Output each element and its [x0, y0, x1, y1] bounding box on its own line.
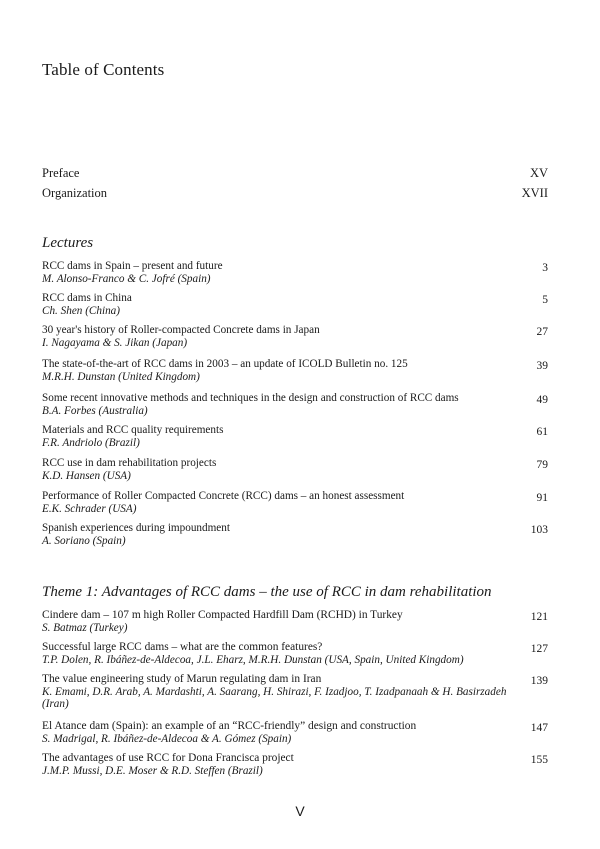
entry-title: Spanish experiences during impoundment [42, 522, 230, 534]
toc-entry [42, 424, 548, 449]
page-number: 147 [530, 722, 548, 734]
entry-authors: S. Madrigal, R. Ibáñez-de-Aldecoa & A. Gómez (Spain) [42, 732, 292, 745]
toc-entry [42, 457, 548, 482]
entry-title: 30 year's history of Roller-compacted Concrete dams in Japan [42, 324, 320, 336]
entry-authors: M. Alonso-Franco & C. Jofré (Spain) [42, 272, 211, 285]
toc-entry [42, 324, 548, 349]
entry-title: RCC dams in China [42, 292, 132, 304]
entry-title: Performance of Roller Compacted Concrete (RCC) dams – an honest assessment [42, 490, 405, 502]
toc-entry [42, 641, 548, 666]
entry-authors: A. Soriano (Spain) [42, 534, 126, 547]
entry-authors: J.M.P. Mussi, D.E. Moser & R.D. Steffen (Brazil) [42, 764, 263, 777]
entry-title: The advantages of use RCC for Dona Francisca project [42, 752, 294, 764]
toc-entry [42, 260, 548, 285]
entry-authors: K.D. Hansen (USA) [42, 469, 131, 482]
toc-entry [42, 292, 548, 317]
page-number: 91 [536, 492, 548, 504]
entry-title: Some recent innovative methods and techniques in the design and construction of RCC dams [42, 392, 459, 404]
entry-title: Materials and RCC quality requirements [42, 424, 224, 436]
section-heading-theme1: Theme 1: Advantages of RCC dams – the use of RCC in dam rehabilitation [42, 584, 492, 600]
entry-title: Cindere dam – 107 m high Roller Compacted Hardfill Dam (RCHD) in Turkey [42, 609, 403, 621]
page-number: 79 [536, 459, 548, 471]
entry-authors: I. Nagayama & S. Jikan (Japan) [42, 336, 188, 349]
entry-title: RCC dams in Spain – present and future [42, 260, 223, 272]
section-heading-lectures: Lectures [42, 235, 94, 251]
entry-authors: F.R. Andriolo (Brazil) [42, 436, 140, 449]
page-folio: V [295, 803, 305, 819]
page-number: 5 [542, 294, 548, 306]
entry-authors: K. Emami, D.R. Arab, A. Mardashti, A. Saarang, H. Shirazi, F. Izadjoo, T. Izadpanaah & H. Basirzadeh (Iran) [42, 685, 507, 710]
toc-entry [42, 392, 548, 417]
page-number: XVII [521, 186, 548, 200]
front-matter-preface [42, 166, 548, 181]
page-number: 3 [542, 262, 548, 274]
page-number: 121 [530, 611, 548, 623]
page-number: 27 [536, 326, 548, 338]
page-number: 155 [530, 754, 548, 766]
entry-authors: S. Batmaz (Turkey) [42, 621, 128, 634]
page-number: 61 [536, 426, 548, 438]
page-number: XV [529, 166, 548, 180]
entry-title: The state-of-the-art of RCC dams in 2003 – an update of ICOLD Bulletin no. 125 [42, 358, 408, 370]
front-matter-organization [42, 186, 548, 201]
toc-entry [42, 522, 548, 547]
toc-entry [42, 752, 548, 777]
page-number: 127 [530, 643, 548, 655]
front-matter-label: Preface [42, 166, 80, 180]
page-number: 39 [536, 360, 548, 372]
toc-entry [42, 609, 548, 634]
page-number: 49 [536, 394, 548, 406]
entry-title: Successful large RCC dams – what are the common features? [42, 641, 323, 653]
toc-entry [42, 720, 548, 745]
entry-title: The value engineering study of Marun regulating dam in Iran [42, 673, 322, 685]
entry-authors: Ch. Shen (China) [42, 304, 120, 317]
entry-authors: B.A. Forbes (Australia) [42, 404, 148, 417]
toc-entry [42, 358, 548, 383]
toc-entry [42, 490, 548, 515]
entry-title: El Atance dam (Spain): an example of an “RCC-friendly” design and construction [42, 720, 417, 732]
entry-authors: T.P. Dolen, R. Ibáñez-de-Aldecoa, J.L. Eharz, M.R.H. Dunstan (USA, Spain, United Kingdom) [42, 653, 464, 666]
toc-entry [42, 673, 548, 711]
page-title: Table of Contents [42, 60, 165, 79]
entry-authors: E.K. Schrader (USA) [42, 502, 137, 515]
front-matter-label: Organization [42, 186, 108, 200]
page-number: 139 [530, 675, 548, 687]
entry-title: RCC use in dam rehabilitation projects [42, 457, 217, 469]
page-number: 103 [530, 524, 548, 536]
entry-authors: M.R.H. Dunstan (United Kingdom) [42, 370, 200, 383]
